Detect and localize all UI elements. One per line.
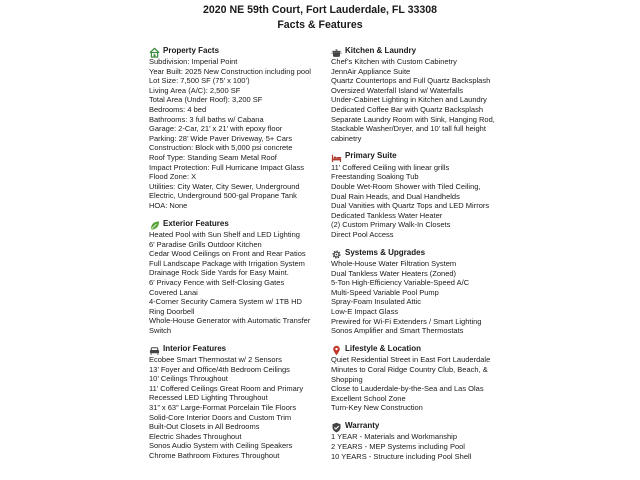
feature-item: Dual Rain Heads, and Dual Handhelds	[331, 191, 460, 201]
feature-item: Covered Lanai	[149, 287, 198, 297]
page-title: 2020 NE 59th Court, Fort Lauderdale, FL 33308	[202, 4, 438, 16]
feature-item: Sonos Amplifier and Smart Thermostats	[331, 326, 464, 336]
feature-item: Impact Protection: Full Hurricane Impact Glass	[149, 162, 305, 172]
right-column	[331, 44, 501, 468]
feature-item: Quiet Residential Street in East Fort Lauderdale	[331, 355, 491, 365]
section-title: Exterior Features	[163, 218, 229, 228]
feature-item: Under-Cabinet Lighting in Kitchen and Laundry	[331, 95, 487, 105]
page-header	[0, 3, 640, 33]
feature-item: Dual Tankless Water Heaters (Zoned)	[331, 268, 457, 278]
feature-item: Full Landscape Package with Irrigation System	[149, 258, 305, 268]
feature-item: Sonos Audio System with Ceiling Speakers	[149, 441, 293, 451]
feature-item: Direct Pool Access	[331, 230, 394, 239]
section-header	[149, 342, 319, 354]
feature-item: Freestanding Soaking Tub	[331, 172, 419, 182]
section-header	[331, 246, 501, 258]
sofa-icon	[149, 343, 160, 354]
section-header	[149, 44, 319, 56]
feature-item: Double Wet-Room Shower with Tiled Ceiling,	[331, 182, 481, 192]
section-exterior-features	[149, 217, 319, 336]
page-subtitle: Facts & Features	[277, 19, 363, 31]
feature-item: HOA: None	[149, 200, 188, 210]
feature-item: 6’ Privacy Fence with Self-Closing Gates	[149, 277, 285, 287]
section-title: Lifestyle & Location	[345, 343, 422, 353]
feature-item: 6’ Paradise Grills Outdoor Kitchen	[149, 239, 262, 249]
section-warranty	[331, 419, 501, 461]
section-interior-features	[149, 342, 319, 461]
leaf-icon	[149, 218, 160, 229]
feature-item: Stackable Washer/Dryer, and 10’ tall full height	[331, 124, 486, 134]
cooking-pot-icon	[331, 45, 342, 56]
section-title: Warranty	[345, 420, 380, 430]
feature-item: Chrome Bathroom Fixtures Throughout	[149, 450, 280, 460]
feature-item: Turn-Key New Construction	[331, 403, 423, 413]
feature-item: 10 YEARS - Structure including Pool Shell	[331, 451, 472, 461]
feature-item: Roof Type: Standing Seam Metal Roof	[149, 152, 277, 162]
feature-item: Construction: Block with 5,000 psi concrete	[149, 143, 293, 153]
feature-item: Living Area (A/C): 2,500 SF	[149, 85, 241, 95]
section-header	[331, 342, 501, 354]
section-header	[331, 44, 501, 56]
feature-item: (2) Custom Primary Walk-In Closets	[331, 220, 451, 230]
feature-item: Solid-Core Interior Doors and Custom Trim	[149, 412, 292, 422]
feature-item: Whole-House Water Filtration System	[331, 259, 457, 269]
feature-item: Flood Zone: X	[149, 172, 197, 182]
section-kitchen-and-laundry	[331, 44, 501, 143]
section-systems-and-upgrades	[331, 246, 501, 336]
feature-item: Switch	[149, 325, 172, 335]
feature-item: Dedicated Coffee Bar with Quartz Backsplash	[331, 104, 484, 114]
feature-item: Prewired for Wi-Fi Extenders / Smart Lighting	[331, 316, 482, 326]
section-title: Systems & Upgrades	[345, 247, 426, 257]
section-header	[149, 217, 319, 229]
feature-item: Low-E Impact Glass	[331, 307, 399, 317]
feature-item: 13’ Foyer and Office/4th Bedroom Ceilings	[149, 364, 290, 374]
section-header	[331, 419, 501, 431]
section-primary-suite	[331, 150, 501, 240]
feature-item: Minutes to Coral Ridge Country Club, Beach, &	[331, 364, 488, 374]
section-title: Interior Features	[163, 343, 227, 353]
feature-item: Built-Out Closets in All Bedrooms	[149, 422, 260, 432]
feature-item: 1 YEAR - Materials and Workmanship	[331, 432, 458, 442]
feature-item: Recessed LED Lighting Throughout	[149, 393, 268, 403]
feature-item: Dedicated Tankless Water Heater	[331, 210, 443, 220]
feature-item: Total Area (Under Roof): 3,200 SF	[149, 95, 263, 105]
feature-item: Cedar Wood Ceilings on Front and Rear Patios	[149, 249, 306, 259]
feature-item: Bedrooms: 4 bed	[149, 104, 207, 114]
feature-item: 11’ Coffered Ceiling with linear grills	[331, 162, 450, 172]
left-column	[149, 44, 319, 467]
feature-item: Electric, Underground 500-gal Propane Tank	[149, 191, 297, 201]
feature-item: Year Built: 2025 New Construction including pool	[149, 66, 311, 76]
feature-item: cabinetry	[331, 133, 362, 143]
feature-item: 31” x 63” Large-Format Porcelain Tile Floors	[149, 403, 297, 412]
section-title: Kitchen & Laundry	[345, 45, 417, 55]
feature-item: Garage: 2-Car, 21’ x 21’ with epoxy floor	[149, 124, 283, 134]
gear-icon	[331, 247, 342, 258]
section-title: Primary Suite	[345, 151, 397, 161]
map-pin-icon	[331, 343, 342, 354]
feature-item: 5-Ton High-Efficiency Variable-Speed A/C	[331, 278, 470, 288]
feature-item: Oversized Waterfall Island w/ Waterfalls	[331, 85, 463, 95]
section-title: Property Facts	[163, 45, 220, 55]
feature-item: JennAir Appliance Suite	[331, 66, 411, 76]
feature-item: Spray-Foam Insulated Attic	[331, 297, 422, 307]
feature-item: 11’ Coffered Ceilings Great Room and Primary	[149, 383, 304, 393]
feature-item: Shopping	[331, 374, 363, 384]
feature-item: Separate Laundry Room with Sink, Hanging Rod,	[331, 114, 495, 124]
house-icon	[149, 45, 160, 56]
feature-item: Electric Shades Throughout	[149, 431, 242, 441]
bed-icon	[331, 150, 342, 161]
feature-item: Parking: 28’ Wide Paver Driveway, 5+ Cars	[149, 133, 293, 143]
feature-item: Whole-House Generator with Automatic Transfer	[149, 316, 311, 326]
feature-item: Lot Size: 7,500 SF (75’ x 100’)	[149, 76, 250, 86]
section-header	[331, 150, 501, 162]
feature-item: Ring Doorbell	[149, 306, 195, 316]
shield-check-icon	[331, 420, 342, 431]
feature-item: Excellent School Zone	[331, 393, 406, 403]
feature-item: Ecobee Smart Thermostat w/ 2 Sensors	[149, 355, 282, 365]
section-property-facts	[149, 44, 319, 211]
feature-item: Close to Lauderdale-by-the-Sea and Las Olas	[331, 384, 484, 394]
section-lifestyle-and-location	[331, 342, 501, 413]
feature-item: Bathrooms: 3 full baths w/ Cabana	[149, 114, 264, 124]
feature-item: Multi-Speed Variable Pool Pump	[331, 287, 439, 297]
feature-item: 4-Corner Security Camera System w/ 1TB HD	[149, 297, 302, 307]
feature-item: Utilities: City Water, City Sewer, Underground	[149, 181, 300, 191]
feature-item: Drainage Rock Side Yards for Easy Maint.	[149, 268, 289, 278]
feature-item: Chef’s Kitchen with Custom Cabinetry	[331, 57, 457, 66]
feature-item: 10’ Ceilings Throughout	[149, 374, 228, 384]
feature-item: Heated Pool with Sun Shelf and LED Lighting	[149, 230, 300, 239]
feature-item: 2 YEARS - MEP Systems including Pool	[331, 442, 465, 451]
feature-item: Dual Vanities with Quartz Tops and LED Mirrors	[331, 201, 490, 211]
feature-item: Subdivision: Imperial Point	[149, 57, 238, 66]
feature-item: Quartz Countertops and Full Quartz Backsplash	[331, 76, 491, 86]
